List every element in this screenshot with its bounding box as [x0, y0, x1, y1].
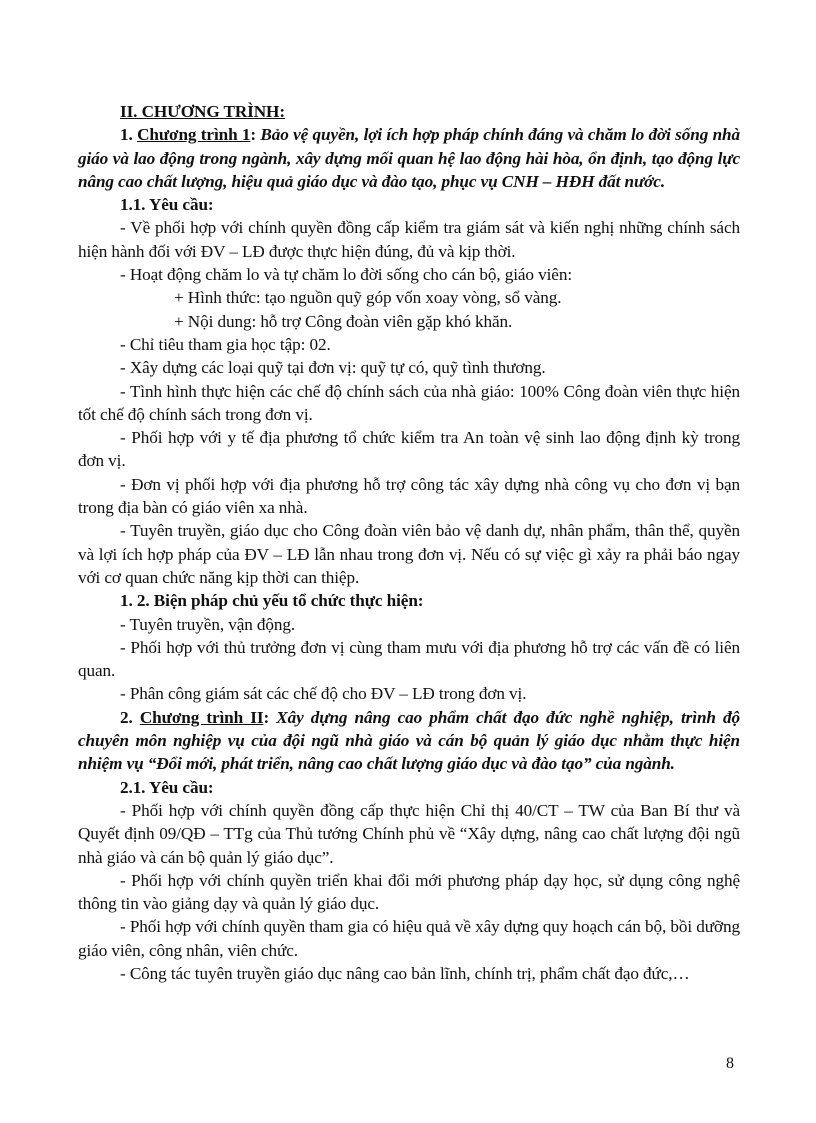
list-item: - Chỉ tiêu tham gia học tập: 02. [120, 334, 331, 354]
list-item: - Phối hợp với chính quyền đồng cấp thực hiện Chỉ thị 40/CT – TW của Ban Bí thư và Quyết định 09/QĐ – TTg của Thủ tướng Chính phủ về “Xây dựng, nâng cao chất lượng đội ngũ nhà giáo và cán bộ quản lý giáo dục”. [78, 800, 740, 867]
program-1-requirements-heading: 1.1. Yêu cầu: [120, 195, 214, 215]
list-item: - Phối hợp với chính quyền triển khai đổi mới phương pháp dạy học, sử dụng công nghệ thông tin vào giảng dạy và quản lý giáo dục. [78, 870, 740, 914]
list-item: - Tuyên truyền, giáo dục cho Công đoàn viên bảo vệ danh dự, nhân phẩm, thân thể, quyền và lợi ích hợp pháp của ĐV – LĐ lẫn nhau trong đơn vị. Nếu có sự việc gì xảy ra phải báo ngay với cơ quan chức năng kịp thời can thiệp. [78, 521, 740, 587]
list-item: - Về phối hợp với chính quyền đồng cấp kiểm tra giám sát và kiến nghị những chính sách hiện hành đối với ĐV – LĐ được thực hiện đúng, đủ và kịp thời. [78, 218, 740, 261]
document-body [78, 100, 740, 985]
list-item: - Phân công giám sát các chế độ cho ĐV – LĐ trong đơn vị. [120, 684, 527, 704]
program-2-heading: 2. Chương trình II: Xây dựng nâng cao phẩm chất đạo đức nghề nghiệp, trình độ chuyên môn nghiệp vụ của đội ngũ nhà giáo và cán bộ quản lý giáo dục nhằm thực hiện nhiệm vụ “Đổi mới, phát triển, nâng cao chất lượng giáo dục và đào tạo” của ngành. [78, 707, 741, 774]
list-item: - Công tác tuyên truyền giáo dục nâng cao bản lĩnh, chính trị, phẩm chất đạo đức,… [120, 963, 690, 983]
list-item: - Tình hình thực hiện các chế độ chính sách của nhà giáo: 100% Công đoàn viên thực hiện tốt chế độ chính sách trong đơn vị. [78, 381, 740, 424]
list-item: - Tuyên truyền, vận động. [120, 614, 296, 634]
list-item: - Đơn vị phối hợp với địa phương hỗ trợ công tác xây dựng nhà công vụ cho đơn vị bạn trong địa bàn có giáo viên xa nhà. [78, 474, 740, 518]
list-item: - Phối hợp với chính quyền tham gia có hiệu quả về xây dựng quy hoạch cán bộ, bồi dưỡng giáo viên, công nhân, viên chức. [78, 917, 740, 960]
list-item: - Phối hợp với thủ trưởng đơn vị cùng tham mưu với địa phương hỗ trợ các vấn đề có liên quan. [78, 637, 740, 681]
sub-item: + Hình thức: tạo nguồn quỹ góp vốn xoay vòng, sổ vàng. [174, 288, 562, 308]
program-2-requirements-heading: 2.1. Yêu cầu: [120, 777, 214, 797]
list-item: - Hoạt động chăm lo và tự chăm lo đời sống cho cán bộ, giáo viên: [120, 265, 572, 285]
program-1-heading: 1. Chương trình 1: Bảo vệ quyền, lợi ích hợp pháp chính đáng và chăm lo đời sống nhà giáo và lao động trong ngành, xây dựng mối quan hệ lao động hài hòa, ổn định, tạo động lực nâng cao chất lượng, hiệu quả giáo dục và đào tạo, phục vụ CNH – HĐH đất nước. [78, 125, 740, 191]
program-1-measures-heading: 1. 2. Biện pháp chủ yếu tổ chức thực hiện: [120, 591, 424, 611]
section-title: II. CHƯƠNG TRÌNH: [120, 102, 285, 121]
sub-item: + Nội dung: hỗ trợ Công đoàn viên gặp khó khăn. [174, 311, 513, 331]
page-number: 8 [726, 1055, 734, 1072]
list-item: - Xây dựng các loại quỹ tại đơn vị: quỹ tự có, quỹ tình thương. [120, 358, 546, 378]
list-item: - Phối hợp với y tế địa phương tổ chức kiểm tra An toàn vệ sinh lao động định kỳ trong đơn vị. [78, 428, 740, 471]
